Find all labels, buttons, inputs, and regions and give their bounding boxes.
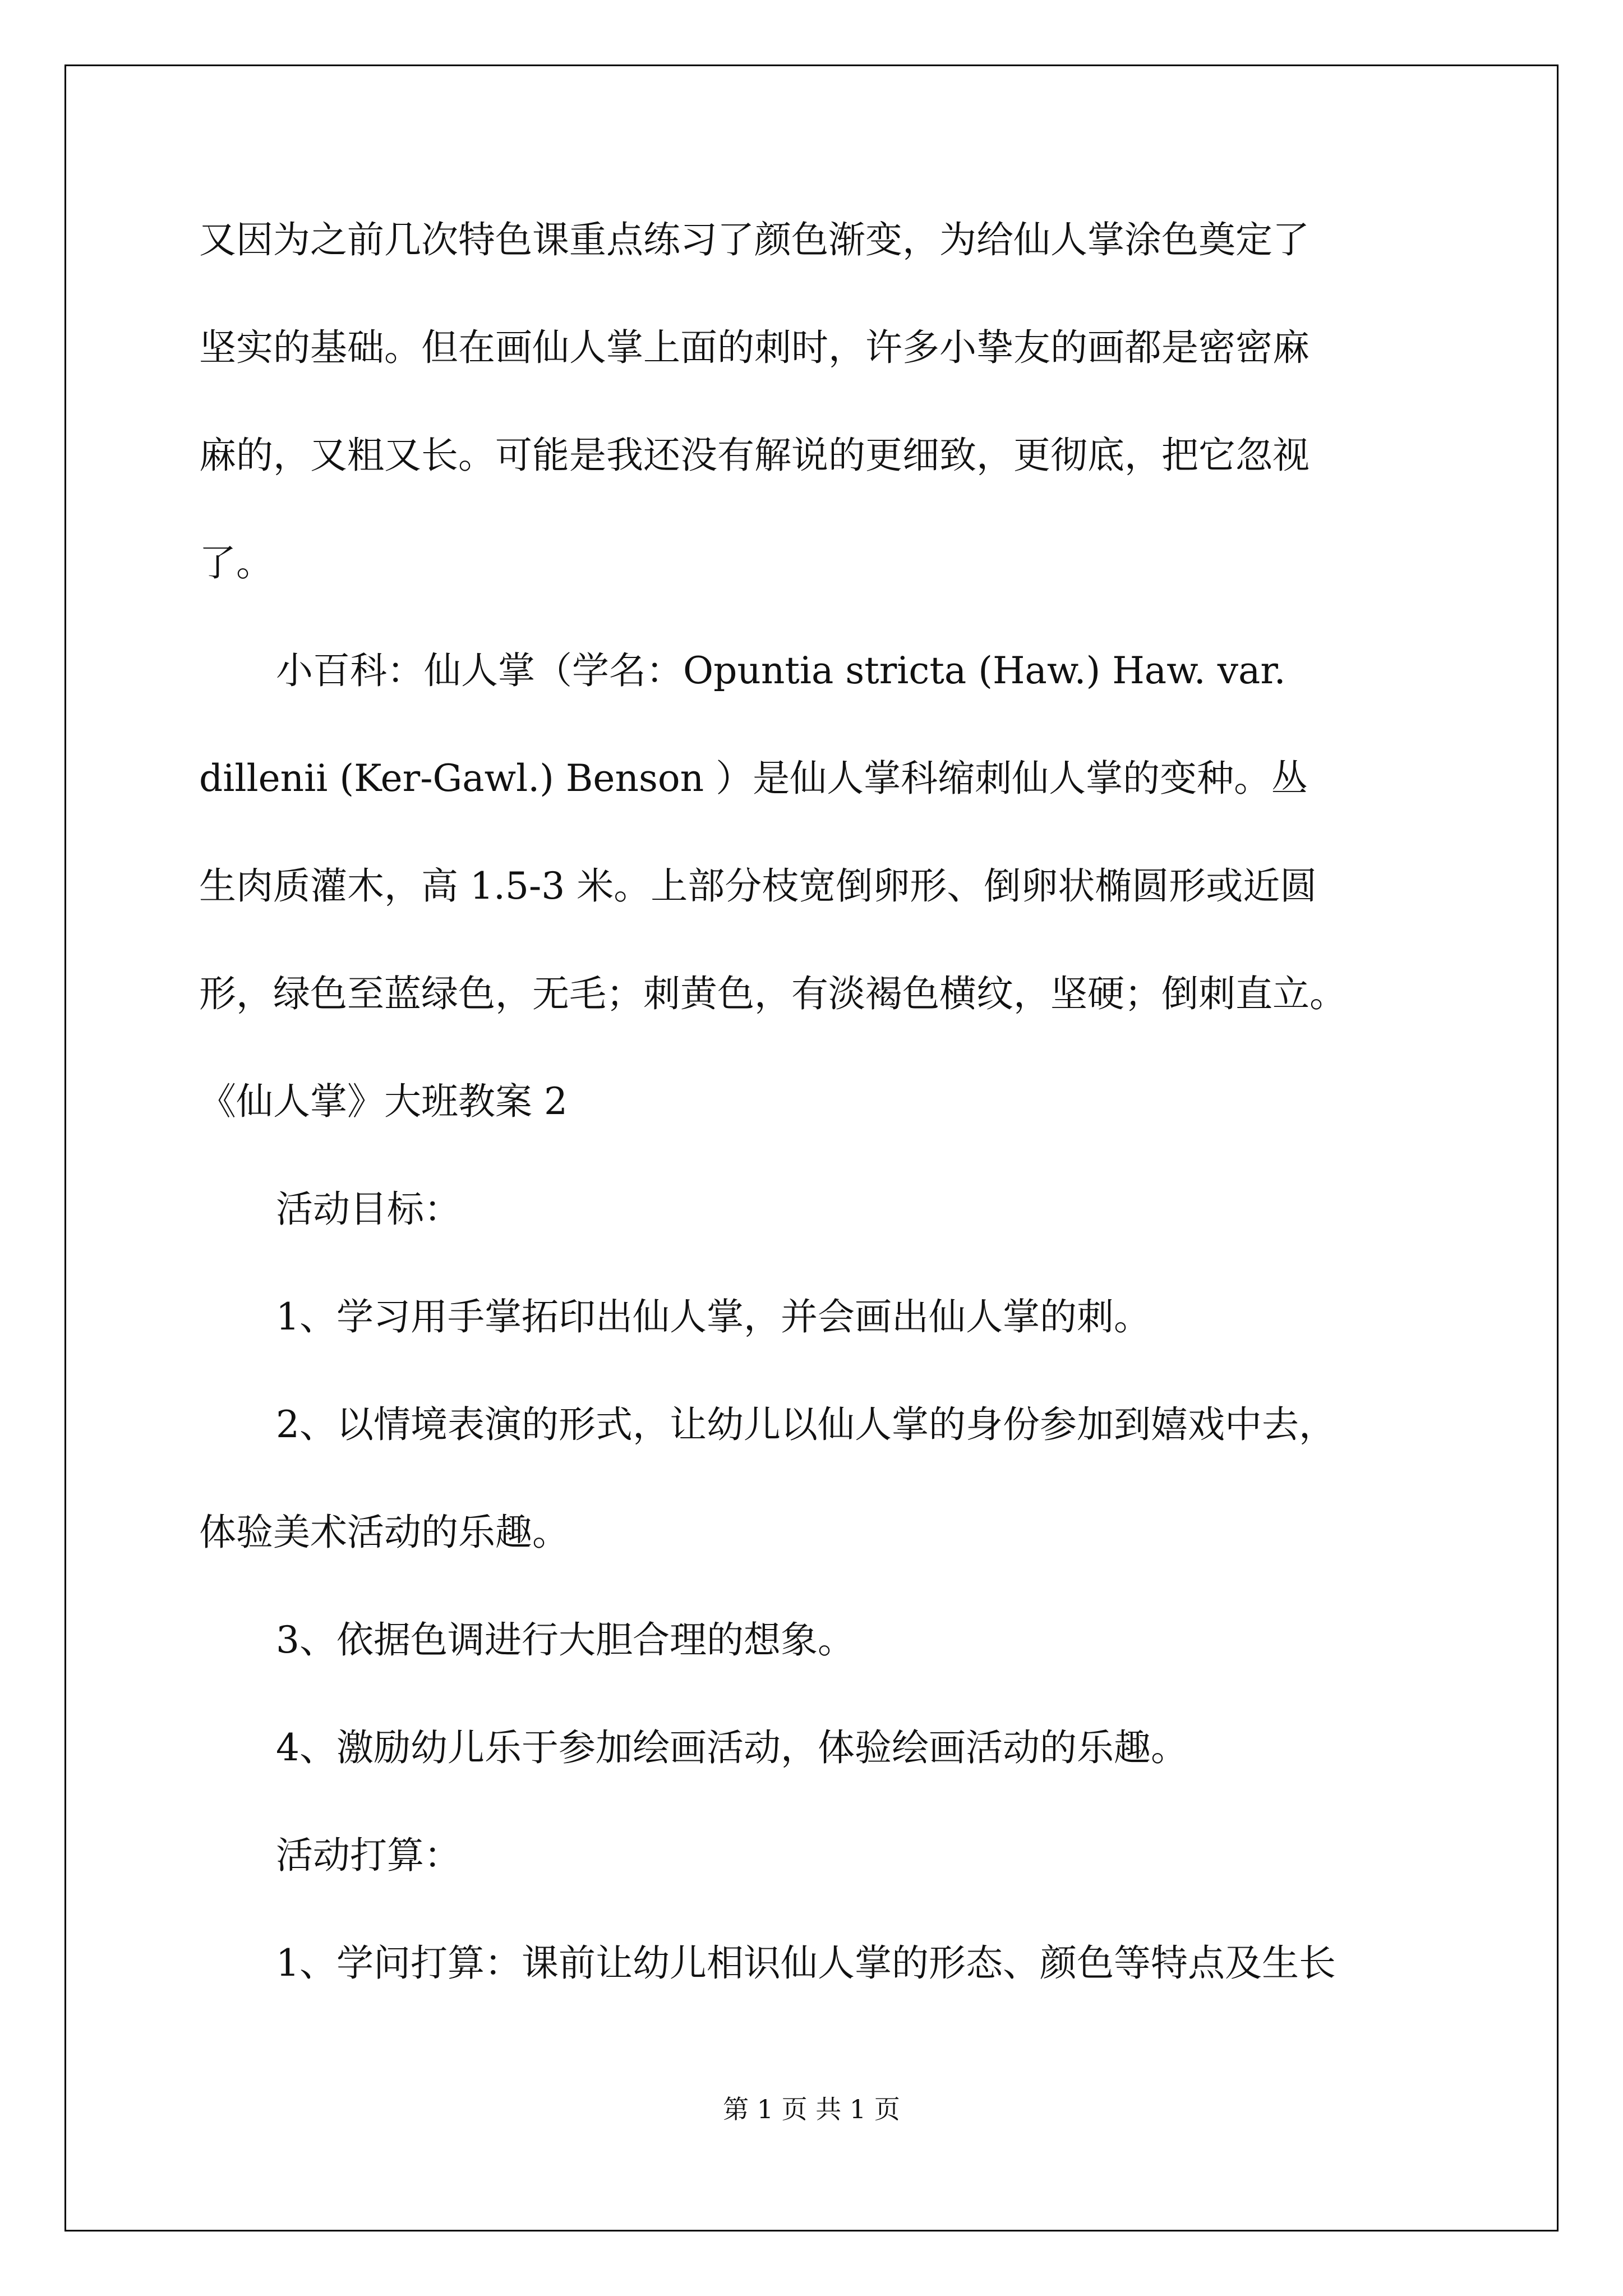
section-title: 《仙人掌》大班教案 2	[199, 1080, 568, 1123]
encyclopedia-line: dillenii (Ker-Gawl.) Benson ）是仙人掌科缩刺仙人掌的变种。丛	[199, 757, 1308, 800]
encyclopedia-line: 生肉质灌木，高 1.5-3 米。上部分枝宽倒卵形、倒卵状椭圆形或近圆	[199, 864, 1317, 908]
goal-item: 3、依据色调进行大胆合理的想象。	[276, 1618, 855, 1662]
paragraph-line: 了。	[199, 541, 273, 585]
encyclopedia-line: 形，绿色至蓝绿色，无毛；刺黄色，有淡褐色横纹，坚硬；倒刺直立。	[199, 972, 1347, 1015]
encyclopedia-line: 小百科：仙人掌（学名：Opuntia stricta (Haw.) Haw. var.	[276, 649, 1286, 692]
preparation-item: 1、学问打算：课前让幼儿相识仙人掌的形态、颜色等特点及生长	[276, 1941, 1336, 1985]
goal-item: 2、以情境表演的形式，让幼儿以仙人掌的身份参加到嬉戏中去，	[276, 1403, 1336, 1446]
section-heading-goals: 活动目标：	[276, 1188, 461, 1231]
paragraph-line: 坚实的基础。但在画仙人掌上面的刺时，许多小挚友的画都是密密麻	[199, 326, 1310, 369]
page-frame	[64, 65, 1559, 2231]
page-footer: 第 1 页 共 1 页	[723, 2094, 900, 2124]
paragraph-line: 又因为之前几次特色课重点练习了颜色渐变，为给仙人掌涂色奠定了	[199, 218, 1310, 261]
paragraph-line: 麻的，又粗又长。可能是我还没有解说的更细致，更彻底，把它忽视	[199, 434, 1310, 477]
goal-item: 4、激励幼儿乐于参加绘画活动，体验绘画活动的乐趣。	[276, 1726, 1188, 1769]
goal-item: 1、学习用手掌拓印出仙人掌，并会画出仙人掌的刺。	[276, 1295, 1151, 1338]
goal-item-continued: 体验美术活动的乐趣。	[199, 1511, 569, 1554]
section-heading-preparation: 活动打算：	[276, 1834, 461, 1877]
